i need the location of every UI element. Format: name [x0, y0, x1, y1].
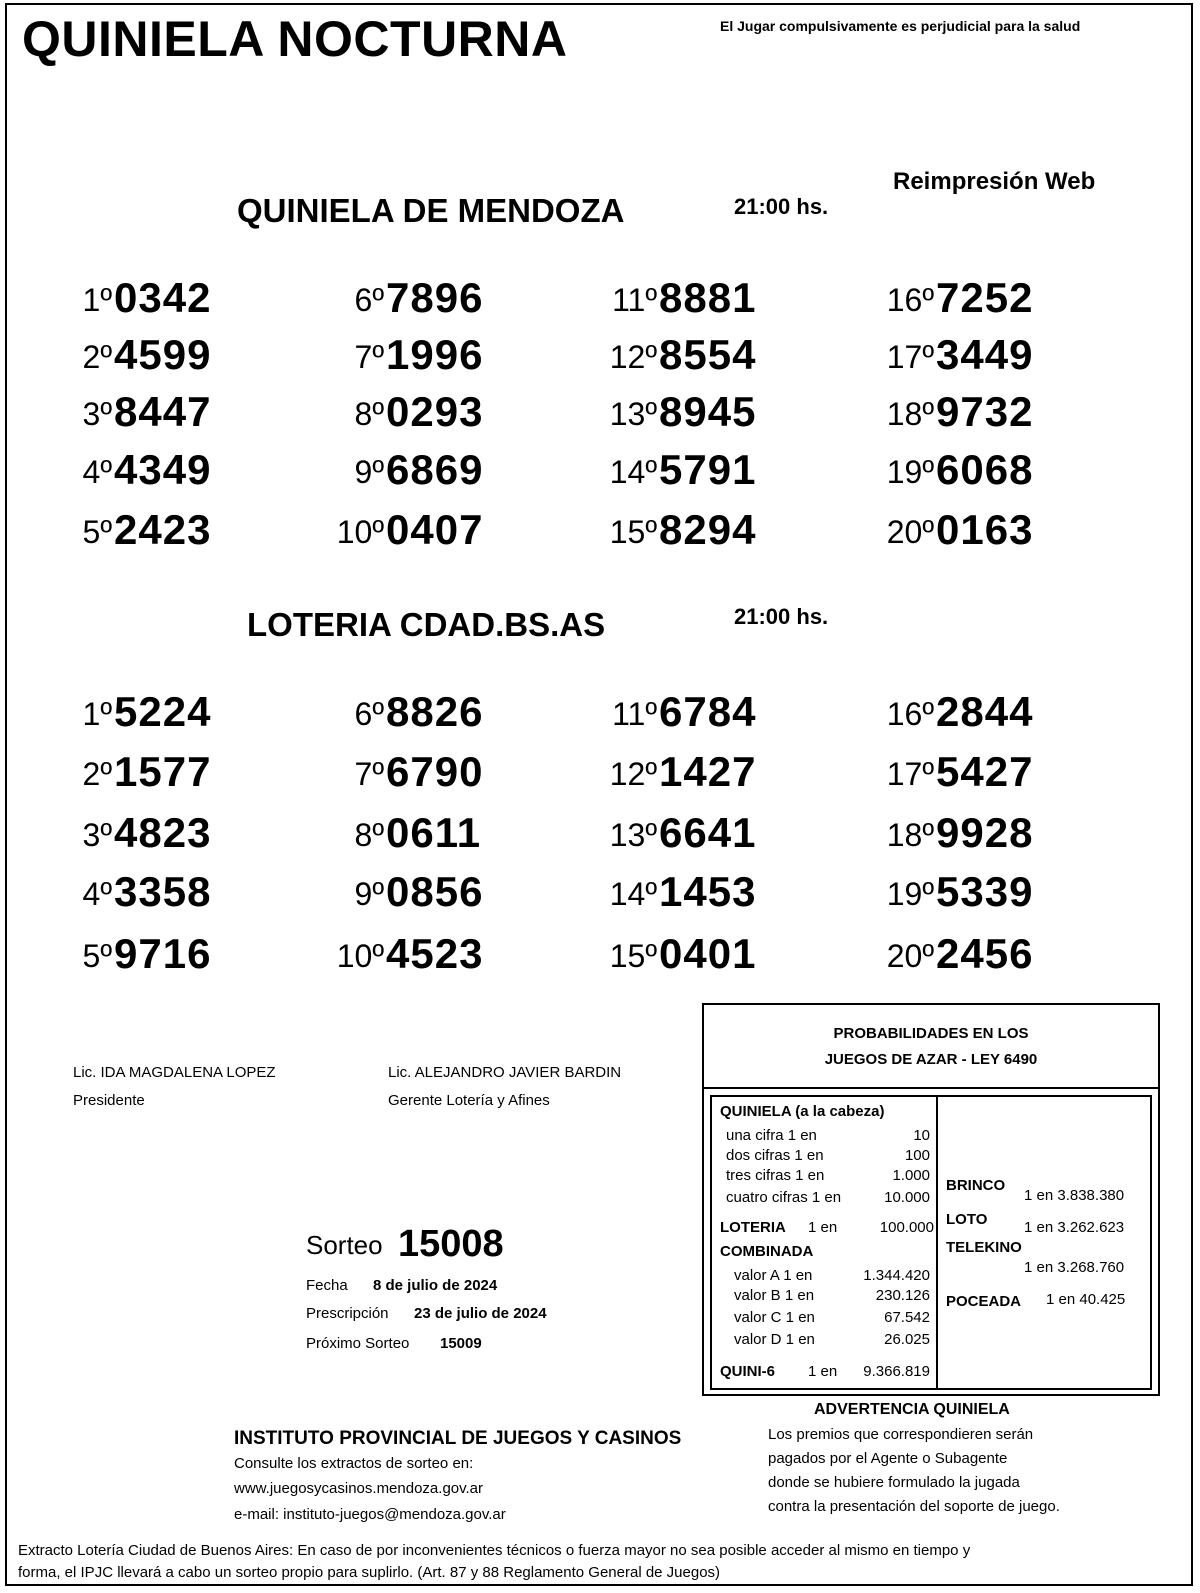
- result-cell: [882, 748, 1034, 802]
- result-position: 7º: [354, 339, 384, 375]
- result-number: 4349: [114, 446, 212, 493]
- result-cell: [882, 331, 1034, 385]
- result-cell: [332, 446, 484, 500]
- result-cell: [882, 868, 1034, 922]
- result-position: 11º: [612, 282, 657, 318]
- result-cell: [332, 388, 484, 442]
- advertencia-title: ADVERTENCIA QUINIELA: [814, 1401, 1010, 1418]
- result-cell: [60, 331, 212, 385]
- result-number: 4599: [114, 331, 212, 378]
- result-position: 16º: [886, 696, 934, 732]
- result-cell: [332, 930, 484, 984]
- result-position: 2º: [82, 339, 112, 375]
- result-position: 9º: [354, 876, 384, 912]
- result-cell: [332, 809, 482, 863]
- result-cell: [605, 506, 757, 560]
- result-number: 1453: [659, 868, 757, 915]
- result-position: 7º: [354, 756, 384, 792]
- result-number: 6869: [386, 446, 484, 493]
- result-number: 5791: [659, 446, 757, 493]
- footer-note-line: Extracto Lotería Ciudad de Buenos Aires: En caso de por inconvenientes técnicos o fuerza mayor no sea posible acceder al mismo en tiempo y: [18, 1542, 971, 1559]
- result-number: 0293: [386, 388, 484, 435]
- result-cell: [882, 506, 1034, 560]
- result-position: 6º: [354, 696, 384, 732]
- quiniela-prob-title: QUINIELA (a la cabeza): [720, 1103, 885, 1120]
- poceada-prob-label: POCEADA: [946, 1293, 1022, 1310]
- prob-label: tres cifras 1 en: [726, 1167, 825, 1184]
- result-cell: [60, 388, 212, 442]
- result-number: 0163: [936, 506, 1034, 553]
- result-number: 9716: [114, 930, 212, 977]
- result-cell: [60, 506, 212, 560]
- prob-label: valor C 1 en: [734, 1309, 815, 1326]
- result-position: 17º: [886, 339, 934, 375]
- probabilities-header: [704, 1005, 1158, 1089]
- result-cell: [60, 868, 212, 922]
- prob-value: 67.542: [884, 1309, 930, 1326]
- result-cell: [882, 930, 1034, 984]
- result-cell: [882, 274, 1034, 328]
- result-cell: [60, 274, 212, 328]
- next-draw-label: Próximo Sorteo: [306, 1335, 410, 1352]
- result-position: 1º: [82, 282, 112, 318]
- result-number: 6068: [936, 446, 1034, 493]
- quini6-prob-label: QUINI-6: [720, 1363, 776, 1380]
- result-number: 1577: [114, 748, 212, 795]
- result-position: 11º: [612, 696, 657, 732]
- signature-role: Presidente: [73, 1092, 145, 1109]
- result-number: 2844: [936, 688, 1034, 735]
- result-cell: [332, 331, 484, 385]
- result-position: 20º: [886, 514, 934, 550]
- result-position: 3º: [82, 817, 112, 853]
- result-cell: [332, 868, 484, 922]
- brinco-prob-label: BRINCO: [946, 1177, 1006, 1194]
- date-label: Fecha: [306, 1277, 348, 1294]
- prob-value: 26.025: [884, 1331, 930, 1348]
- result-position: 3º: [82, 396, 112, 432]
- result-number: 4823: [114, 809, 212, 856]
- prob-value: 230.126: [875, 1287, 930, 1304]
- loteria-prob-text: 1 en: [808, 1219, 838, 1236]
- advertencia-line: pagados por el Agente o Subagente: [768, 1450, 1008, 1467]
- result-number: 8554: [659, 331, 757, 378]
- result-position: 19º: [886, 454, 934, 490]
- result-number: 5224: [114, 688, 212, 735]
- prescription-date: 23 de julio de 2024: [414, 1305, 547, 1322]
- result-number: 4523: [386, 930, 484, 977]
- loteria-prob-value: 100.000: [879, 1219, 934, 1236]
- result-position: 15º: [609, 514, 657, 550]
- result-position: 10º: [336, 514, 384, 550]
- prob-label: valor D 1 en: [734, 1331, 815, 1348]
- result-cell: [882, 446, 1034, 500]
- quini6-prob-text: 1 en: [808, 1363, 838, 1380]
- result-cell: [882, 809, 1034, 863]
- result-position: 12º: [609, 339, 657, 375]
- result-position: 13º: [609, 817, 657, 853]
- page-title: QUINIELA NOCTURNA: [22, 11, 568, 67]
- result-number: 7896: [386, 274, 484, 321]
- result-number: 5339: [936, 868, 1034, 915]
- probabilities-title-line2: JUEGOS DE AZAR - LEY 6490: [824, 1051, 1038, 1068]
- probabilities-box: [702, 1003, 1160, 1396]
- result-position: 17º: [886, 756, 934, 792]
- result-position: 16º: [886, 282, 934, 318]
- result-number: 8945: [659, 388, 757, 435]
- result-cell: [332, 506, 484, 560]
- result-number: 5427: [936, 748, 1034, 795]
- prob-label: cuatro cifras 1 en: [726, 1189, 842, 1206]
- result-position: 14º: [609, 454, 657, 490]
- result-cell: [60, 748, 212, 802]
- prob-label: una cifra 1 en: [726, 1127, 817, 1144]
- result-number: 6790: [386, 748, 484, 795]
- result-cell: [60, 446, 212, 500]
- result-number: 0401: [659, 930, 757, 977]
- telekino-prob-label: TELEKINO: [946, 1239, 1022, 1256]
- result-position: 1º: [82, 696, 112, 732]
- draw-number: 15008: [398, 1223, 504, 1265]
- section-title-mendoza: QUINIELA DE MENDOZA: [237, 192, 625, 229]
- loto-prob-value: 1 en 3.262.623: [1024, 1219, 1125, 1236]
- health-warning: El Jugar compulsivamente es perjudicial para la salud: [720, 18, 1081, 34]
- advertencia-line: Los premios que correspondieren serán: [768, 1426, 1034, 1443]
- result-number: 6641: [659, 809, 757, 856]
- prob-value: 1.000: [892, 1167, 930, 1184]
- result-position: 20º: [886, 938, 934, 974]
- result-number: 9928: [936, 809, 1034, 856]
- result-number: 2423: [114, 506, 212, 553]
- result-position: 9º: [354, 454, 384, 490]
- prescription-label: Prescripción: [306, 1305, 389, 1322]
- result-cell: [605, 809, 757, 863]
- result-cell: [882, 388, 1034, 442]
- result-number: 8881: [659, 274, 757, 321]
- quini6-prob-value: 9.366.819: [863, 1363, 930, 1380]
- result-cell: [605, 388, 757, 442]
- result-position: 5º: [82, 514, 112, 550]
- result-cell: [605, 274, 757, 328]
- institute-website-link[interactable]: www.juegosycasinos.mendoza.gov.ar: [234, 1480, 484, 1497]
- prob-label: dos cifras 1 en: [726, 1147, 824, 1164]
- result-position: 19º: [886, 876, 934, 912]
- section-time-mendoza: 21:00 hs.: [734, 194, 829, 219]
- signature-name: Lic. IDA MAGDALENA LOPEZ: [73, 1064, 276, 1081]
- result-cell: [60, 930, 212, 984]
- institute-line: Consulte los extractos de sorteo en:: [234, 1455, 474, 1472]
- poceada-prob-value: 1 en 40.425: [1046, 1291, 1126, 1308]
- result-cell: [60, 809, 212, 863]
- probabilities-title-line1: PROBABILIDADES EN LOS: [833, 1025, 1029, 1042]
- combinada-prob-title: COMBINADA: [720, 1243, 814, 1260]
- probabilities-left-column: [710, 1095, 938, 1390]
- result-number: 3358: [114, 868, 212, 915]
- result-number: 7252: [936, 274, 1034, 321]
- prob-label: valor B 1 en: [734, 1287, 815, 1304]
- loto-prob-label: LOTO: [946, 1211, 988, 1228]
- result-position: 15º: [609, 938, 657, 974]
- draw-label: Sorteo: [306, 1230, 383, 1260]
- result-number: 0611: [386, 809, 482, 856]
- result-number: 8447: [114, 388, 212, 435]
- result-cell: [605, 868, 757, 922]
- prob-value: 1.344.420: [863, 1267, 930, 1284]
- footer-note-line: forma, el IPJC llevará a cabo un sorteo propio para suplirlo. (Art. 87 y 88 Reglamento General de Juegos): [18, 1564, 721, 1581]
- probabilities-right-column: [938, 1095, 1152, 1390]
- result-position: 10º: [336, 938, 384, 974]
- result-position: 18º: [886, 817, 934, 853]
- advertencia-line: donde se hubiere formulado la jugada: [768, 1474, 1020, 1491]
- institute-email-link[interactable]: e-mail: instituto-juegos@mendoza.gov.ar: [234, 1506, 506, 1523]
- result-position: 14º: [609, 876, 657, 912]
- signature-role: Gerente Lotería y Afines: [388, 1092, 550, 1109]
- signature-name: Lic. ALEJANDRO JAVIER BARDIN: [388, 1064, 622, 1081]
- advertencia-line: contra la presentación del soporte de juego.: [768, 1498, 1060, 1515]
- result-number: 1427: [659, 748, 757, 795]
- result-number: 9732: [936, 388, 1034, 435]
- prob-label: valor A 1 en: [734, 1267, 813, 1284]
- result-position: 2º: [82, 756, 112, 792]
- result-cell: [332, 748, 484, 802]
- result-position: 18º: [886, 396, 934, 432]
- prob-value: 100: [904, 1147, 930, 1164]
- result-cell: [605, 331, 757, 385]
- prob-value: 10: [913, 1127, 930, 1144]
- result-number: 0407: [386, 506, 484, 553]
- prob-value: 10.000: [884, 1189, 930, 1206]
- result-position: 5º: [82, 938, 112, 974]
- result-number: 6784: [659, 688, 757, 735]
- brinco-prob-value: 1 en 3.838.380: [1024, 1187, 1125, 1204]
- result-position: 12º: [609, 756, 657, 792]
- telekino-prob-value: 1 en 3.268.760: [1024, 1259, 1125, 1276]
- result-cell: [605, 930, 757, 984]
- result-cell: [605, 446, 757, 500]
- result-position: 13º: [609, 396, 657, 432]
- result-number: 2456: [936, 930, 1034, 977]
- result-number: 0856: [386, 868, 484, 915]
- institute-title: INSTITUTO PROVINCIAL DE JUEGOS Y CASINOS: [234, 1428, 682, 1449]
- result-position: 8º: [354, 817, 384, 853]
- result-cell: [332, 688, 484, 742]
- result-position: 4º: [82, 454, 112, 490]
- result-number: 1996: [386, 331, 484, 378]
- result-number: 3449: [936, 331, 1034, 378]
- next-draw-number: 15009: [440, 1335, 482, 1352]
- result-cell: [882, 688, 1034, 742]
- result-cell: [605, 688, 757, 742]
- draw-date: 8 de julio de 2024: [373, 1277, 498, 1294]
- result-cell: [332, 274, 484, 328]
- result-position: 8º: [354, 396, 384, 432]
- result-number: 8294: [659, 506, 757, 553]
- result-cell: [605, 748, 757, 802]
- reprint-label: Reimpresión Web: [893, 168, 1096, 195]
- loteria-prob-label: LOTERIA: [720, 1219, 786, 1236]
- result-number: 0342: [114, 274, 212, 321]
- section-time-loteria: 21:00 hs.: [734, 604, 829, 629]
- result-number: 8826: [386, 688, 484, 735]
- section-title-loteria: LOTERIA CDAD.BS.AS: [247, 606, 606, 643]
- result-cell: [60, 688, 212, 742]
- result-position: 6º: [354, 282, 384, 318]
- result-position: 4º: [82, 876, 112, 912]
